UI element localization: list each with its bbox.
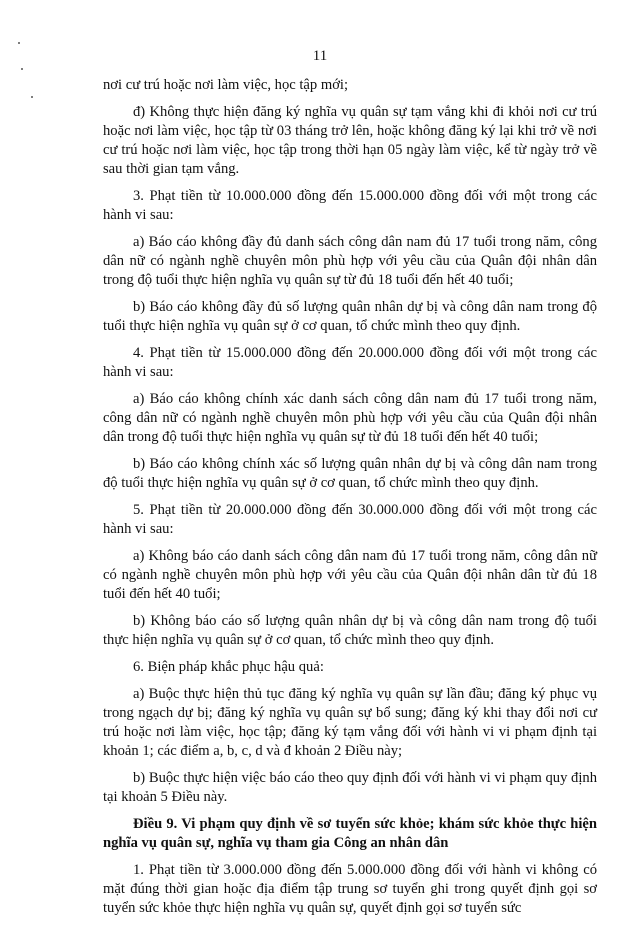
paragraph-continuation: nơi cư trú hoặc nơi làm việc, học tập mới; bbox=[103, 77, 349, 93]
document-body bbox=[103, 76, 597, 926]
paragraph-clause-5: 5. Phạt tiền từ 20.000.000 đồng đến 30.000.000 đồng đối với một trong các hành vi sau: bbox=[103, 502, 597, 537]
paragraph-clause-4: 4. Phạt tiền từ 15.000.000 đồng đến 20.000.000 đồng đối với một trong các hành vi sau: bbox=[103, 345, 597, 380]
paragraph-article-9-clause-1: 1. Phạt tiền từ 3.000.000 đồng đến 5.000.000 đồng đối với hành vi không có mặt đúng thời gian hoặc địa điểm tập trung sơ tuyển ghi trong quyết định gọi sơ tuyển sức khỏe thực hiện nghĩa vụ quân sự, quyết định gọi sơ tuyển sức bbox=[103, 862, 597, 916]
paragraph-clause-4-point-a: a) Báo cáo không chính xác danh sách công dân nam đủ 17 tuổi trong năm, công dân nữ có ngành nghề chuyên môn phù hợp với yêu cầu của Quân đội nhân dân trong độ tuổi thực hiện nghĩa vụ quân sự từ đủ 18 tuổi đến hết 40 tuổi; bbox=[103, 391, 597, 445]
paragraph-clause-5-point-b: b) Không báo cáo số lượng quân nhân dự bị và công dân nam trong độ tuổi thực hiện nghĩa vụ quân sự ở cơ quan, tổ chức mình theo quy định. bbox=[103, 613, 597, 648]
paragraph-clause-3-point-b: b) Báo cáo không đầy đủ số lượng quân nhân dự bị và công dân nam trong độ tuổi thực hiện nghĩa vụ quân sự ở cơ quan, tổ chức mình theo quy định. bbox=[103, 299, 597, 334]
scan-speck bbox=[21, 68, 23, 70]
paragraph-clause-6-point-a: a) Buộc thực hiện thủ tục đăng ký nghĩa vụ quân sự lần đầu; đăng ký phục vụ trong ngạch dự bị; đăng ký nghĩa vụ quân sự bổ sung; đăng ký khi thay đổi nơi cư trú hoặc nơi làm việc, học tập; đăng ký tạm vắng đối với hành vi vi phạm định tại khoản 1; các điểm a, b, c, d và đ khoản 2 Điều này; bbox=[103, 686, 597, 759]
paragraph-clause-3: 3. Phạt tiền từ 10.000.000 đồng đến 15.000.000 đồng đối với một trong các hành vi sau: bbox=[103, 188, 597, 223]
paragraph-clause-4-point-b: b) Báo cáo không chính xác số lượng quân nhân dự bị và công dân nam trong độ tuổi thực hiện nghĩa vụ quân sự ở cơ quan, tổ chức mình theo quy định. bbox=[103, 456, 597, 491]
article-9-heading: Điều 9. Vi phạm quy định về sơ tuyển sức khỏe; khám sức khỏe thực hiện nghĩa vụ quân sự, nghĩa vụ tham gia Công an nhân dân bbox=[103, 816, 597, 851]
paragraph-clause-6-point-b: b) Buộc thực hiện việc báo cáo theo quy định đối với hành vi vi phạm quy định tại khoản 5 Điều này. bbox=[103, 770, 597, 805]
paragraph-clause-6: 6. Biện pháp khắc phục hậu quả: bbox=[133, 659, 324, 675]
page-number: 11 bbox=[312, 48, 328, 64]
paragraph-point-dd: đ) Không thực hiện đăng ký nghĩa vụ quân sự tạm vắng khi đi khỏi nơi cư trú hoặc nơi làm việc, học tập từ 03 tháng trở lên, hoặc không đăng ký lại khi trở về nơi cư trú hoặc nơi làm việc, học tập trong thời hạn 05 ngày làm việc, kể từ ngày trở về sau thời gian tạm vắng. bbox=[103, 104, 597, 177]
paragraph-clause-3-point-a: a) Báo cáo không đầy đủ danh sách công dân nam đủ 17 tuổi trong năm, công dân nữ có ngành nghề chuyên môn phù hợp với yêu cầu của Quân đội nhân dân trong độ tuổi thực hiện nghĩa vụ quân sự từ đủ 18 tuổi đến hết 40 tuổi; bbox=[103, 234, 597, 288]
paragraph-clause-5-point-a: a) Không báo cáo danh sách công dân nam đủ 17 tuổi trong năm, công dân nữ có ngành nghề chuyên môn phù hợp với yêu cầu của Quân đội nhân dân từ đủ 18 tuổi đến hết 40 tuổi; bbox=[103, 548, 597, 602]
scan-speck bbox=[31, 96, 33, 98]
scan-speck bbox=[18, 42, 20, 44]
